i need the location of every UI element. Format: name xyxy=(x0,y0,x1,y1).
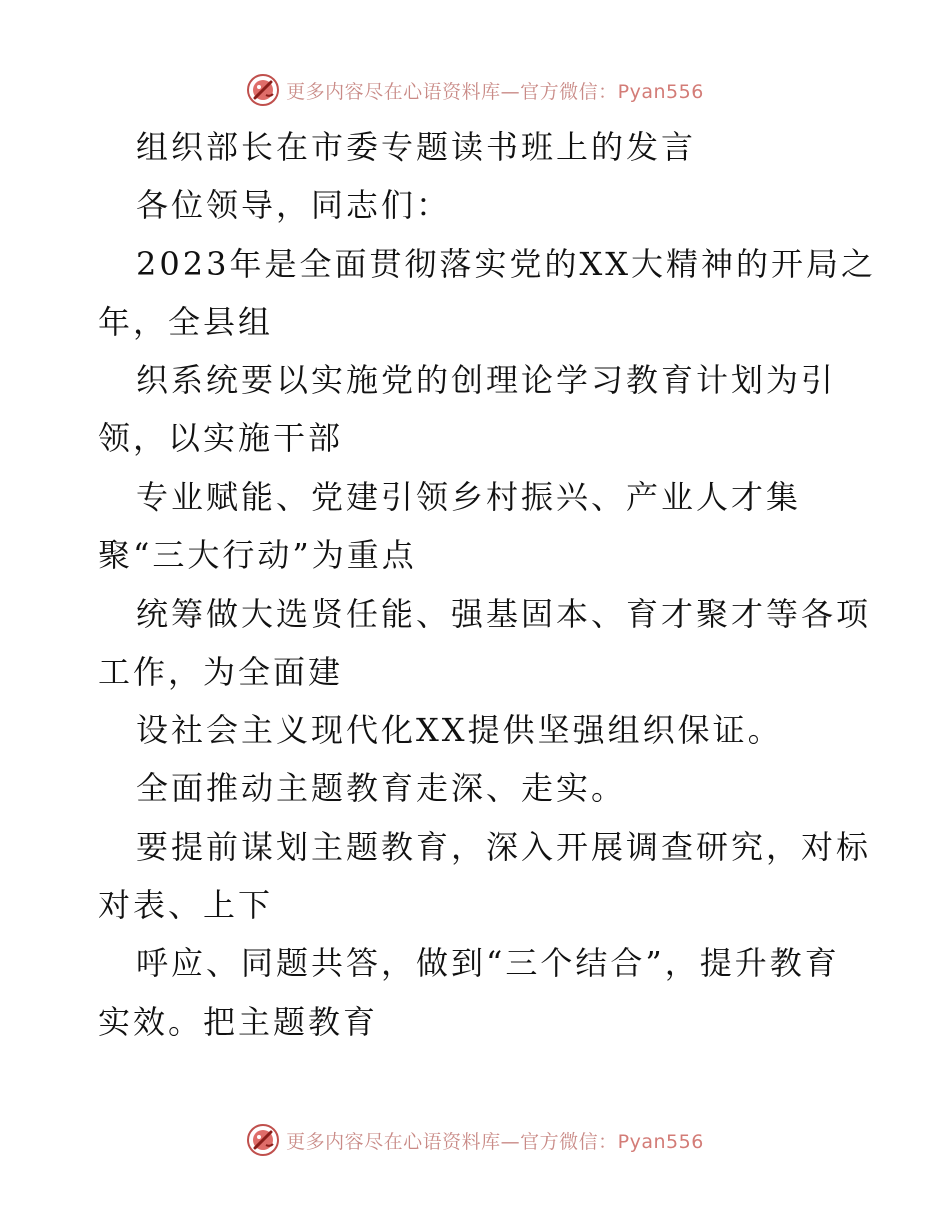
paragraph-line: 全面推动主题教育走深、走实。 xyxy=(136,769,627,807)
watermark-text xyxy=(286,1127,704,1154)
mascot-logo-icon xyxy=(246,1123,280,1157)
mascot-logo-icon xyxy=(246,73,280,107)
watermark-wechat-id: Pyan556 xyxy=(617,80,704,103)
paragraph-line: 呼应、同题共答，做到“三个结合”，提升教育 xyxy=(136,944,840,982)
watermark-wechat-id: Pyan556 xyxy=(617,1130,704,1153)
watermark-header xyxy=(0,70,950,110)
paragraph-line: 工作，为全面建 xyxy=(98,653,344,691)
paragraph-line: 统筹做大选贤任能、强基固本、育才聚才等各项 xyxy=(136,595,872,633)
paragraph-line: 专业赋能、党建引领乡村振兴、产业人才集 xyxy=(136,478,802,516)
paragraph-line: 实效。把主题教育 xyxy=(98,1003,379,1041)
paragraph-line: 对表、上下 xyxy=(98,886,274,924)
watermark-footer xyxy=(0,1120,950,1160)
watermark-label: 更多内容尽在心语资料库—官方微信： xyxy=(286,80,618,103)
watermark-label: 更多内容尽在心语资料库—官方微信： xyxy=(286,1130,618,1153)
paragraph-line: 2023年是全面贯彻落实党的XX大精神的开局之 xyxy=(136,245,877,283)
paragraph-line: 各位领导，同志们： xyxy=(136,186,452,224)
paragraph-line: 设社会主义现代化XX提供坚强组织保证。 xyxy=(136,711,783,749)
paragraph-line: 要提前谋划主题教育，深入开展调查研究，对标 xyxy=(136,828,872,866)
watermark-text xyxy=(286,77,704,104)
document-title: 组织部长在市委专题读书班上的发言 xyxy=(136,128,697,166)
paragraph-line: 织系统要以实施党的创理论学习教育计划为引 xyxy=(136,361,837,399)
paragraph-line: 领，以实施干部 xyxy=(98,419,344,457)
paragraph-line: 聚“三大行动”为重点 xyxy=(98,536,417,574)
paragraph-line: 年，全县组 xyxy=(98,303,274,341)
